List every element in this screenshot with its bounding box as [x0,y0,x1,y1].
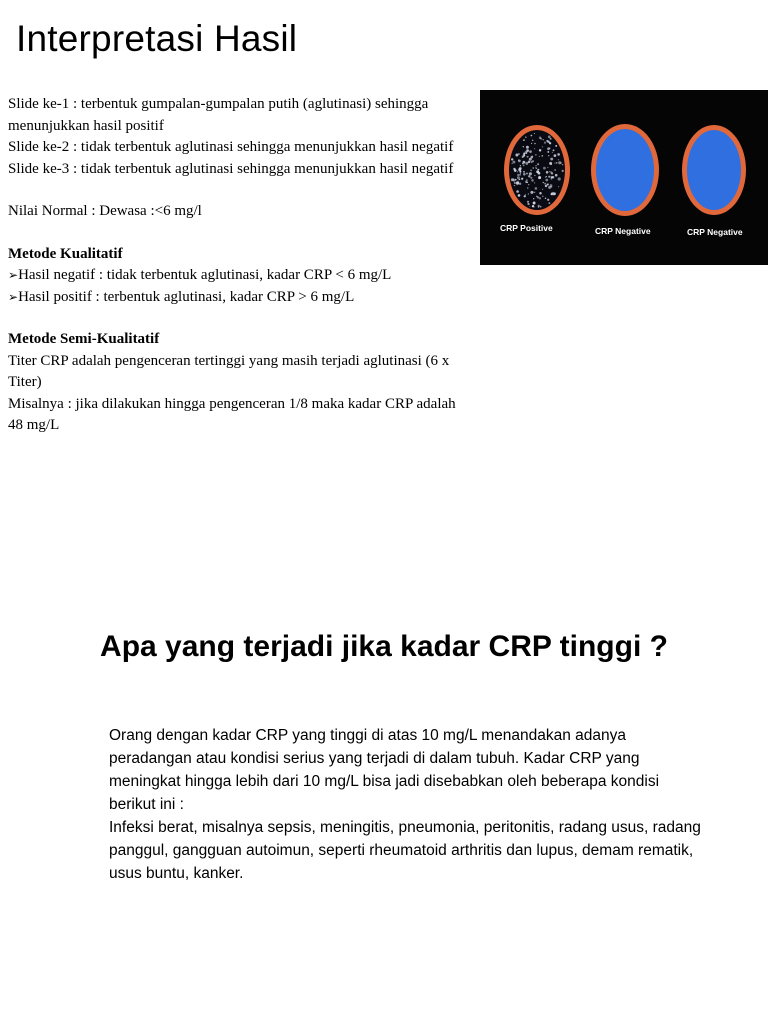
section-title: Apa yang terjadi jika kadar CRP tinggi ? [100,630,668,663]
label-crp-positive: CRP Positive [500,223,553,233]
normal-value: Nilai Normal : Dewasa :<6 mg/l [8,203,202,219]
explanation-paragraph: Orang dengan kadar CRP yang tinggi di atas 10 mg/L menandakan adanya peradangan atau kondisi serius yang terjadi di dalam tubuh. Kadar CRP yang meningkat hingga lebih dari 10 mg/L bisa jadi disebabkan oleh beberapa kondisi berikut ini : [109,727,660,813]
crp-slide-photo [480,90,768,265]
qualitative-item-positive [8,287,463,309]
semi-qualitative-heading: Metode Semi-Kualitatif [8,331,160,347]
result-slide-3: Slide ke-3 : tidak terbentuk aglutinasi sehingga menunjukkan hasil negatif [8,160,454,177]
titer-definition: Titer CRP adalah pengenceran tertinggi yang masih terjadi aglutinasi (6 x Titer) [8,352,450,390]
arrow-bullet-icon: ➢ [8,268,19,282]
qualitative-item-text: Hasil positif : terbentuk aglutinasi, kadar CRP > 6 mg/L [18,288,355,305]
qualitative-heading: Metode Kualitatif [8,245,123,262]
result-slide-1: Slide ke-1 : terbentuk gumpalan-gumpalan putih (aglutinasi) sehingga menunjukkan hasil positif [8,96,429,134]
qualitative-item-text: Hasil negatif : tidak terbentuk aglutinasi, kadar CRP < 6 mg/L [18,267,392,283]
arrow-bullet-icon: ➢ [8,289,19,304]
crp-negative-well-2 [682,125,746,215]
crp-positive-well [504,125,570,215]
result-slide-2: Slide ke-2 : tidak terbentuk aglutinasi sehingga menunjukkan hasil negatif [8,139,454,155]
label-crp-negative-2: CRP Negative [687,227,743,237]
label-crp-negative-1: CRP Negative [595,226,651,236]
conditions-paragraph: Infeksi berat, misalnya sepsis, meningitis, pneumonia, peritonitis, radang usus, radang panggul, gangguan autoimun, seperti rheumatoid arthritis dan lupus, demam rematik, usus buntu, kanker. [109,819,701,882]
titer-example: Misalnya : jika dilakukan hingga pengenceran 1/8 maka kadar CRP adalah 48 mg/L [8,395,456,433]
slide-title: Interpretasi Hasil [16,18,298,59]
crp-high-explanation [109,724,709,885]
qualitative-item-negative [8,265,463,287]
interpretation-content [8,94,463,437]
crp-negative-well-1 [591,124,659,216]
